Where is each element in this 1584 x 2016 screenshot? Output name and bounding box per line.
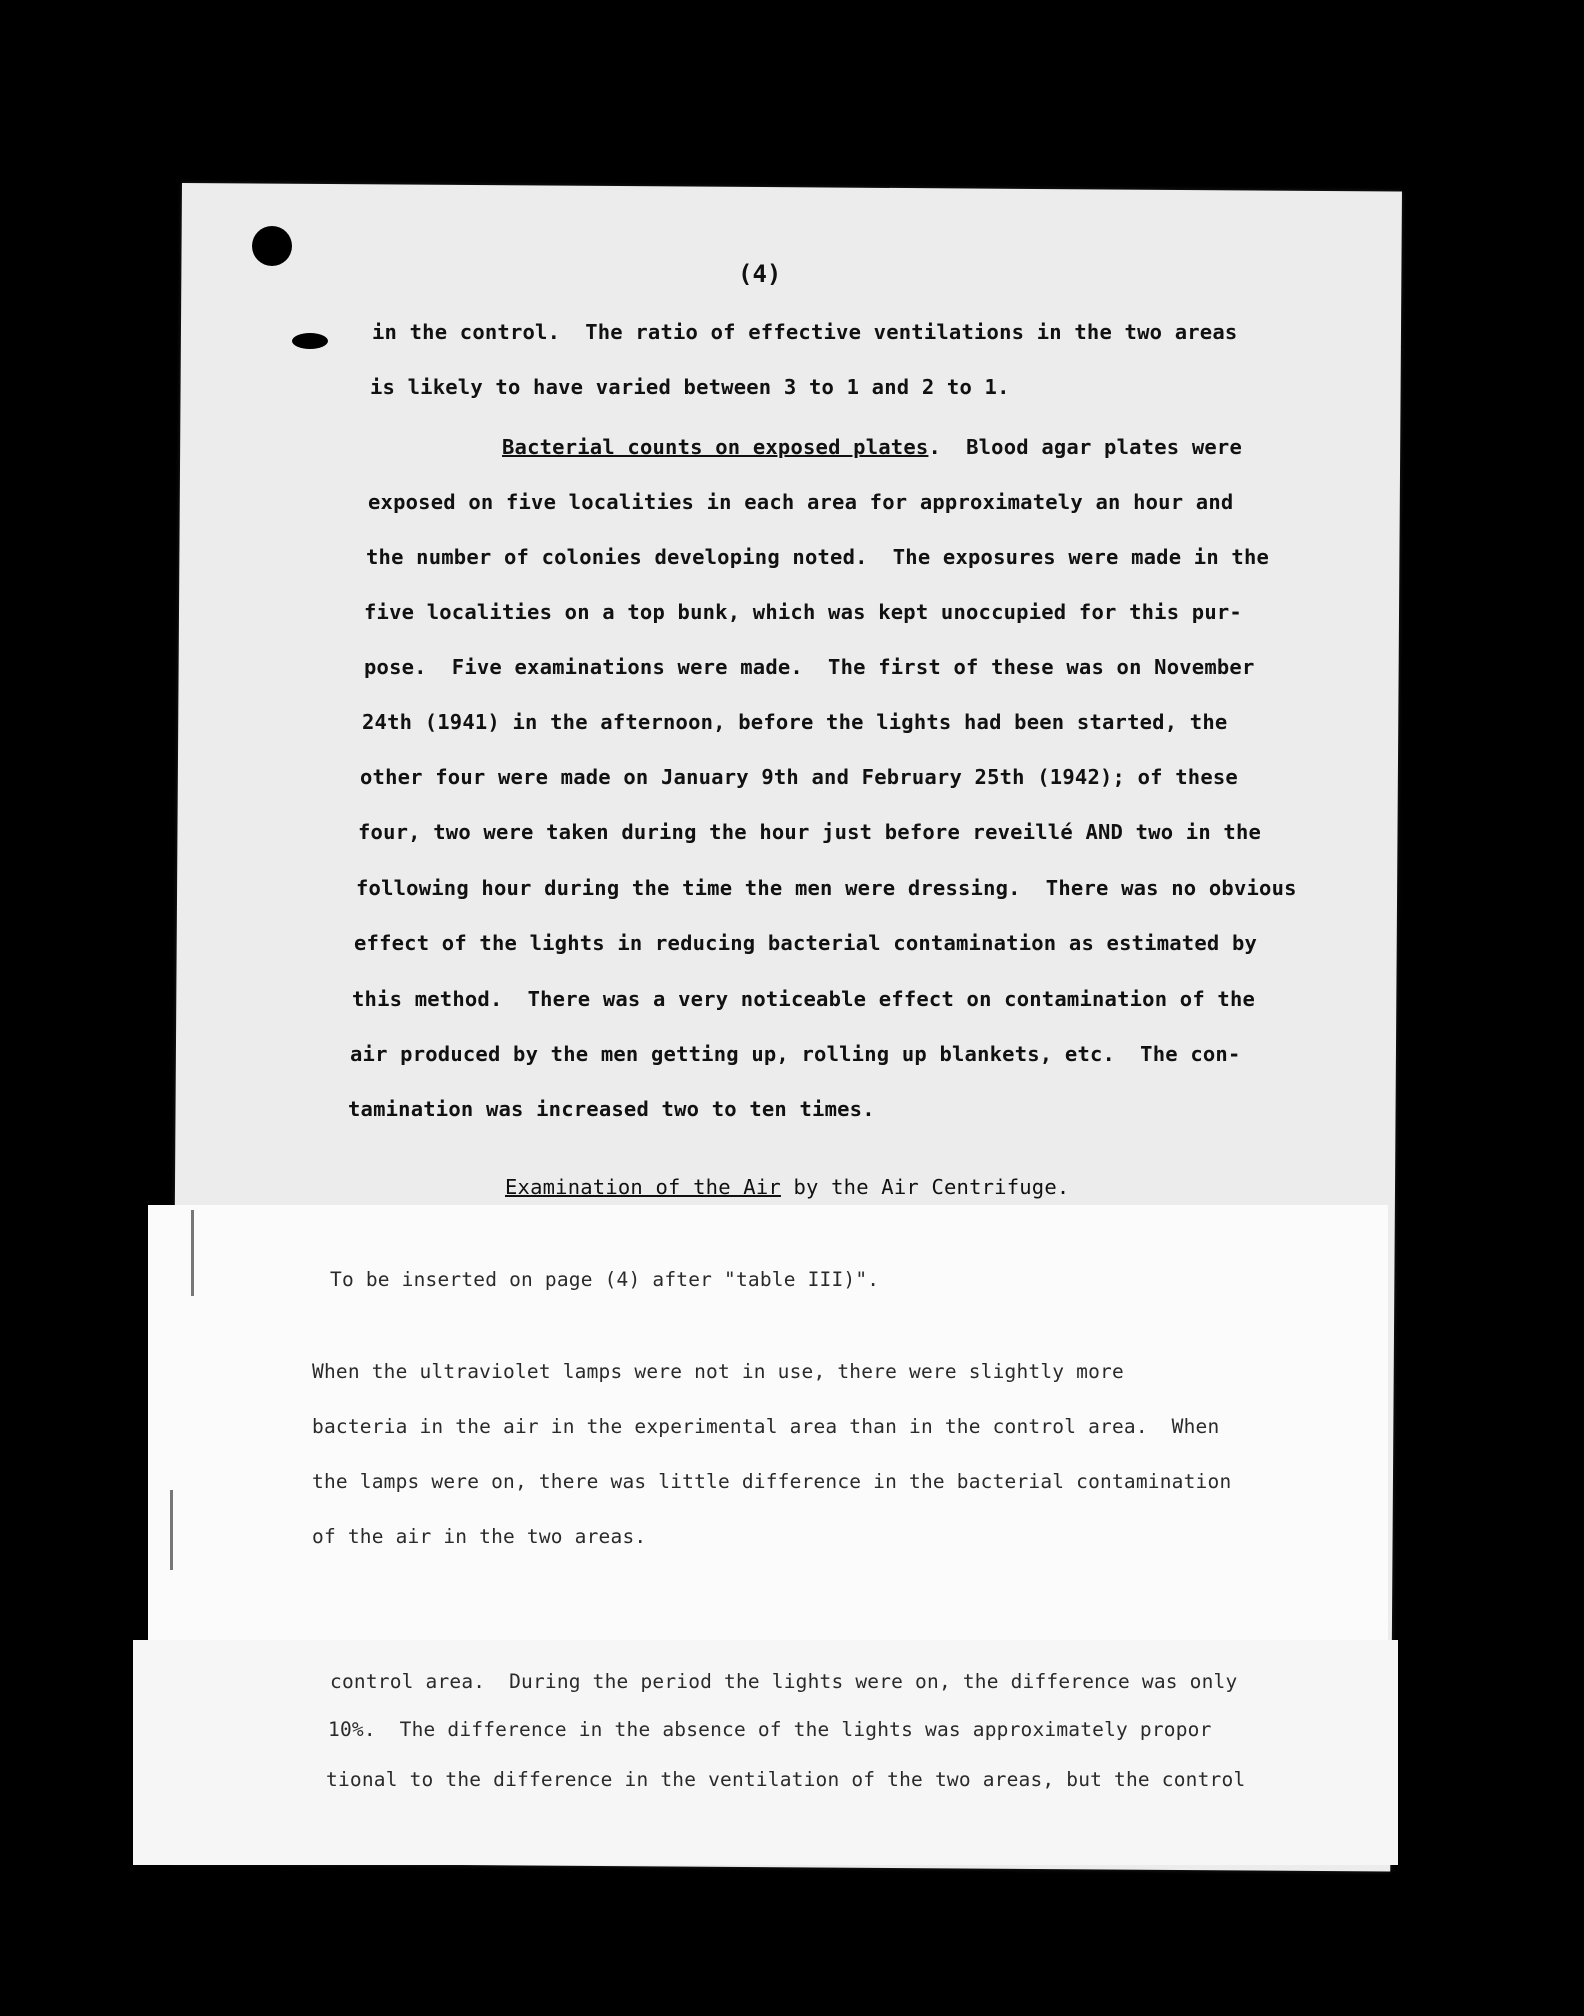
insert-line: the lamps were on, there was little difference in the bacterial contamination xyxy=(312,1470,1232,1493)
continuation-line: 10%. The difference in the absence of the lights was approximately propor xyxy=(328,1718,1212,1741)
margin-mark xyxy=(191,1210,194,1296)
insert-line: bacteria in the air in the experimental area than in the control area. When xyxy=(312,1415,1220,1438)
margin-mark xyxy=(170,1490,173,1570)
continuation-line: control area. During the period the lights were on, the difference was only xyxy=(330,1670,1238,1693)
text-line: tamination was increased two to ten times. xyxy=(348,1097,875,1121)
page-number: (4) xyxy=(738,260,782,288)
text-line: following hour during the time the men were dressing. There was no obvious xyxy=(356,876,1297,900)
text-line: is likely to have varied between 3 to 1 and 2 to 1. xyxy=(370,375,1010,399)
text-line: four, two were taken during the hour just before reveillé AND two in the xyxy=(358,820,1262,844)
paragraph-heading-line: Bacterial counts on exposed plates. Blood agar plates were xyxy=(502,435,1243,459)
text-line: five localities on a top bunk, which was kept unoccupied for this pur- xyxy=(364,600,1242,624)
text-line: Blood agar plates were xyxy=(966,435,1243,459)
text-line: this method. There was a very noticeable effect on contamination of the xyxy=(352,987,1256,1011)
punch-hole xyxy=(252,226,292,266)
text-line: 24th (1941) in the afternoon, before the lights had been started, the xyxy=(362,710,1228,734)
text-line: effect of the lights in reducing bacterial contamination as estimated by xyxy=(354,931,1258,955)
ink-blot xyxy=(292,333,328,349)
text-line: exposed on five localities in each area for approximately an hour and xyxy=(368,490,1234,514)
section-heading-air: Examination of the Air by the Air Centrifuge. xyxy=(505,1175,1070,1199)
insert-note: To be inserted on page (4) after "table III)". xyxy=(330,1268,880,1291)
text-line: pose. Five examinations were made. The first of these was on November xyxy=(364,655,1255,679)
section-heading-bacterial: Bacterial counts on exposed plates xyxy=(502,435,929,459)
text-line: other four were made on January 9th and February 25th (1942); of these xyxy=(360,765,1238,789)
text-line: the number of colonies developing noted. The exposures were made in the xyxy=(366,545,1270,569)
continuation-line: tional to the difference in the ventilation of the two areas, but the control xyxy=(326,1768,1246,1791)
insert-line: When the ultraviolet lamps were not in use, there were slightly more xyxy=(312,1360,1124,1383)
text-line: air produced by the men getting up, rolling up blankets, etc. The con- xyxy=(350,1042,1241,1066)
insert-line: of the air in the two areas. xyxy=(312,1525,647,1548)
text-line: in the control. The ratio of effective ventilations in the two areas xyxy=(372,320,1238,344)
